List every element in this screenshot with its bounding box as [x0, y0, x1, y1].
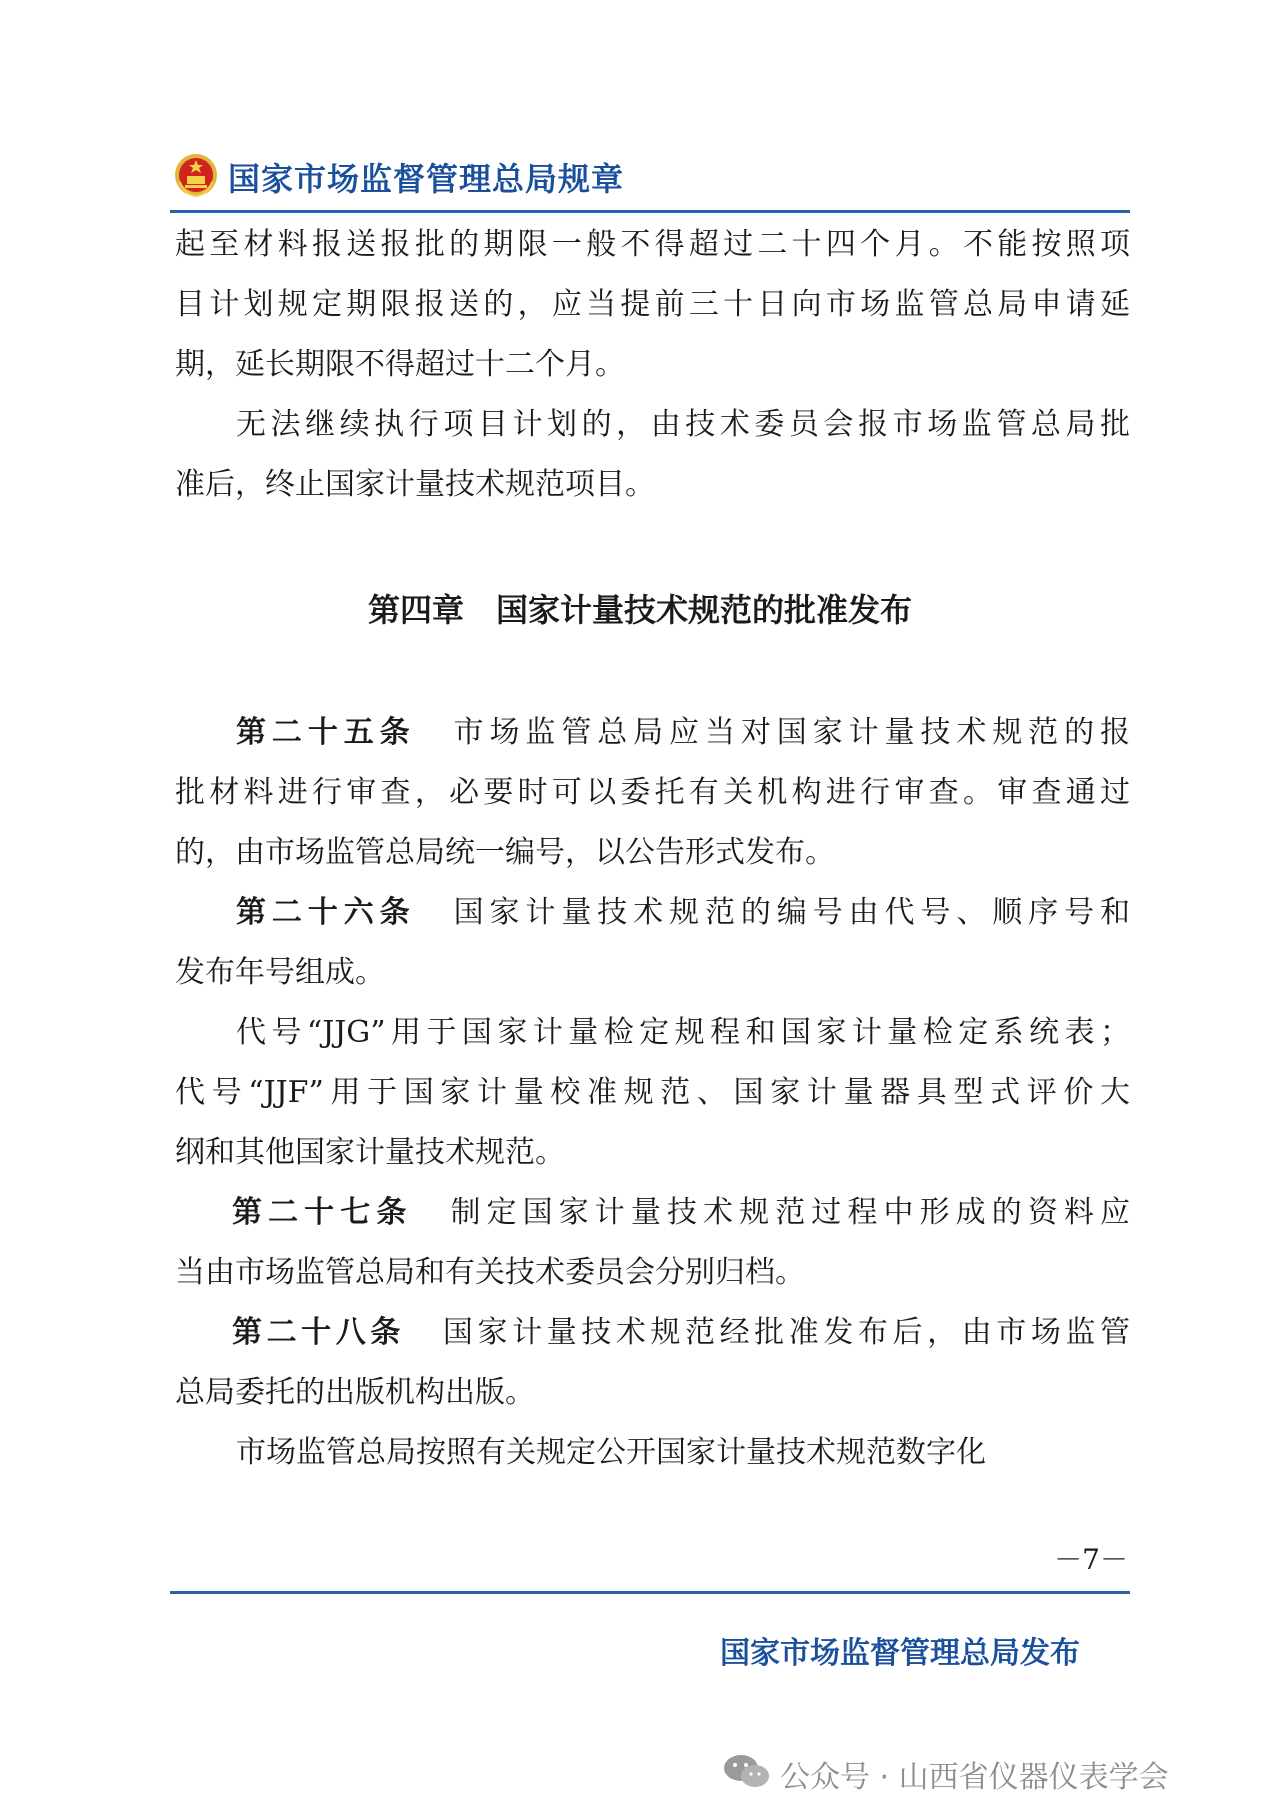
page-number: －7－: [1054, 1543, 1128, 1576]
page-header: [170, 148, 1130, 204]
article-line: [236, 713, 1130, 753]
text-line: 起至材料报送报批的期限一般不得超过二十四个月。不能按照项: [175, 227, 1130, 262]
article-text: 国家计量技术规范的编号由代号、顺序号和: [453, 895, 1131, 930]
chapter-heading: 第四章 国家计量技术规范的批准发布: [367, 591, 912, 629]
header-divider: [170, 210, 1130, 213]
text-line: 代号“JJG”用于国家计量检定规程和国家计量检定系统表；: [236, 1015, 1130, 1050]
text-line: 代号“JJF”用于国家计量校准规范、国家计量器具型式评价大: [175, 1075, 1130, 1110]
text-line: 发布年号组成。: [175, 955, 385, 990]
text-line: 总局委托的出版机构出版。: [175, 1375, 535, 1410]
text-line: 目计划规定期限报送的，应当提前三十日向市场监管总局申请延: [175, 287, 1130, 322]
text-line: 市场监管总局按照有关规定公开国家计量技术规范数字化: [236, 1435, 986, 1470]
article-line: [232, 1313, 1130, 1353]
text-line: 当由市场监管总局和有关技术委员会分别归档。: [175, 1255, 805, 1290]
footer-publisher: 国家市场监督管理总局发布: [720, 1636, 1080, 1671]
text-line: 批材料进行审查，必要时可以委托有关机构进行审查。审查通过: [175, 775, 1130, 810]
wechat-watermark: [722, 1750, 1242, 1796]
national-emblem-icon: [174, 152, 218, 198]
text-line: 纲和其他国家计量技术规范。: [175, 1135, 565, 1170]
article-label: 第二十七条: [232, 1195, 413, 1230]
watermark-text: 公众号 · 山西省仪器仪表学会: [780, 1760, 1169, 1795]
article-label: 第二十八条: [232, 1315, 405, 1350]
wechat-icon: [722, 1752, 772, 1792]
footer-divider: [170, 1591, 1130, 1594]
text-line: 准后，终止国家计量技术规范项目。: [175, 467, 655, 502]
article-label: 第二十六条: [236, 895, 416, 930]
text-line: 期，延长期限不得超过十二个月。: [175, 347, 625, 382]
text-line: 无法继续执行项目计划的，由技术委员会报市场监管总局批: [236, 407, 1130, 442]
article-text: 制定国家计量技术规范过程中形成的资料应: [450, 1195, 1131, 1230]
article-text: 市场监管总局应当对国家计量技术规范的报: [453, 715, 1131, 750]
header-title: 国家市场监督管理总局规章: [228, 160, 625, 198]
article-line: [236, 893, 1130, 933]
article-text: 国家计量技术规范经批准发布后，由市场监管: [442, 1315, 1131, 1350]
text-line: 的，由市场监管总局统一编号，以公告形式发布。: [175, 835, 835, 870]
article-line: [232, 1193, 1130, 1233]
article-label: 第二十五条: [236, 715, 416, 750]
